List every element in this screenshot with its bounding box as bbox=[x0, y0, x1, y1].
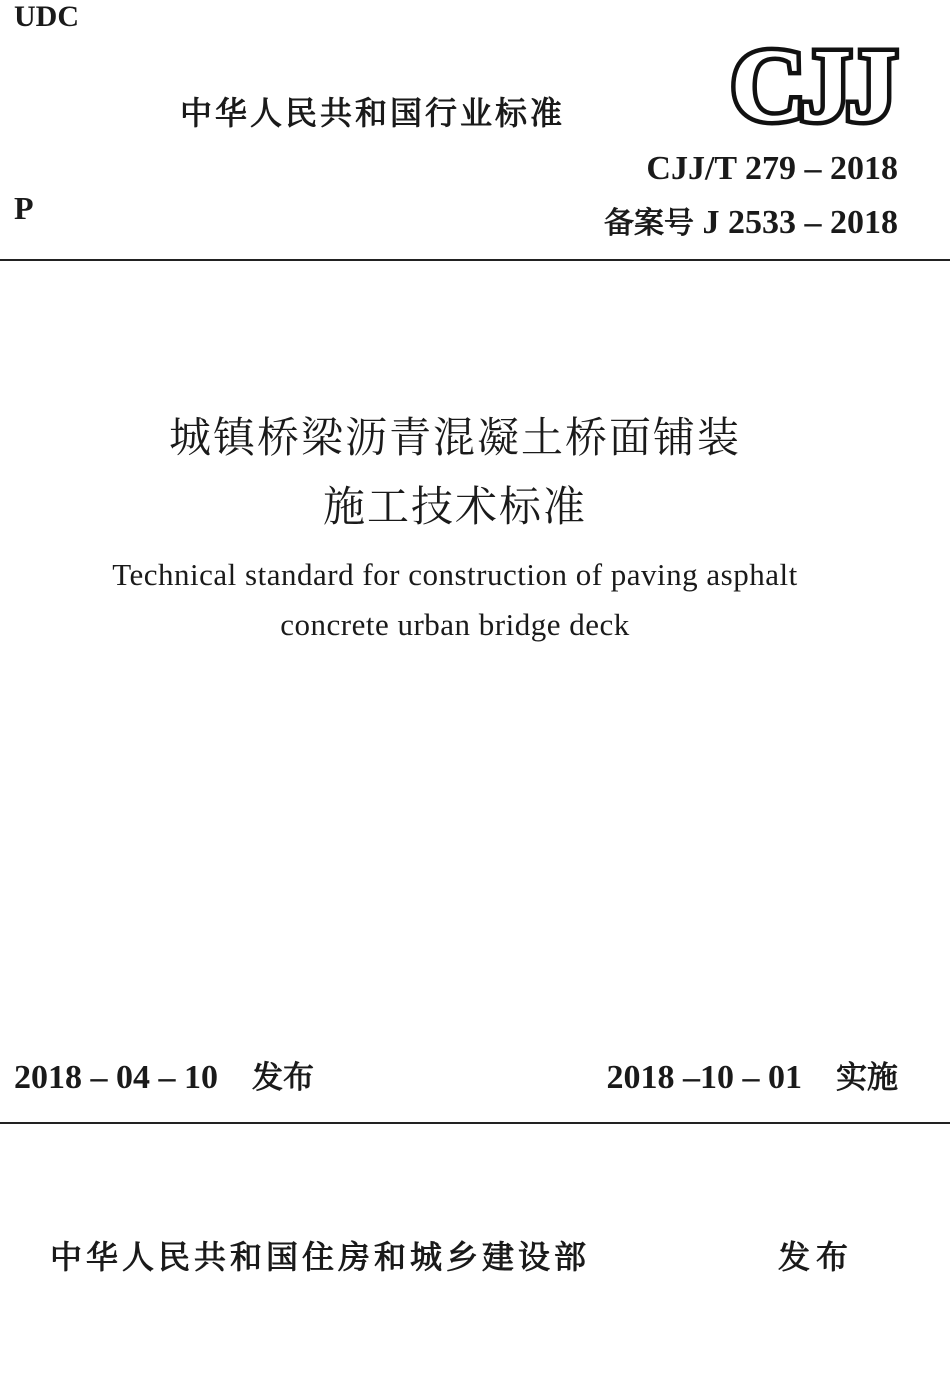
record-value: J 2533 – 2018 bbox=[702, 204, 898, 241]
implement-date-value: 2018 –10 – 01 bbox=[606, 1059, 802, 1096]
cjj-logo bbox=[722, 30, 900, 130]
classification-letter: P bbox=[14, 190, 34, 226]
issue-date bbox=[14, 1052, 314, 1097]
title-en-line1: Technical standard for construction of paving asphalt bbox=[112, 557, 798, 592]
implement-date bbox=[607, 1052, 899, 1097]
publisher-name: 中华人民共和国住房和城乡建设部 bbox=[50, 1238, 591, 1276]
udc-label: UDC bbox=[14, 0, 79, 33]
top-divider bbox=[0, 259, 950, 261]
svg-text:CJJ: CJJ bbox=[730, 30, 892, 130]
title-en-line2: concrete urban bridge deck bbox=[280, 607, 630, 642]
title-cn-line2: 施工技术标准 bbox=[322, 482, 587, 531]
bottom-divider bbox=[0, 1122, 950, 1124]
implement-date-label: 实施 bbox=[836, 1060, 898, 1096]
title-cn-line1: 城镇桥梁沥青混凝土桥面铺装 bbox=[168, 413, 741, 462]
standard-code: CJJ/T 279 – 2018 bbox=[646, 150, 898, 187]
issue-date-label: 发布 bbox=[252, 1060, 314, 1096]
record-number bbox=[604, 198, 898, 242]
industry-standard-heading: 中华人民共和国行业标准 bbox=[180, 94, 566, 132]
record-label: 备案号 bbox=[604, 206, 694, 241]
issue-date-value: 2018 – 04 – 10 bbox=[14, 1059, 218, 1096]
publisher-issue-label: 发布 bbox=[778, 1238, 855, 1276]
